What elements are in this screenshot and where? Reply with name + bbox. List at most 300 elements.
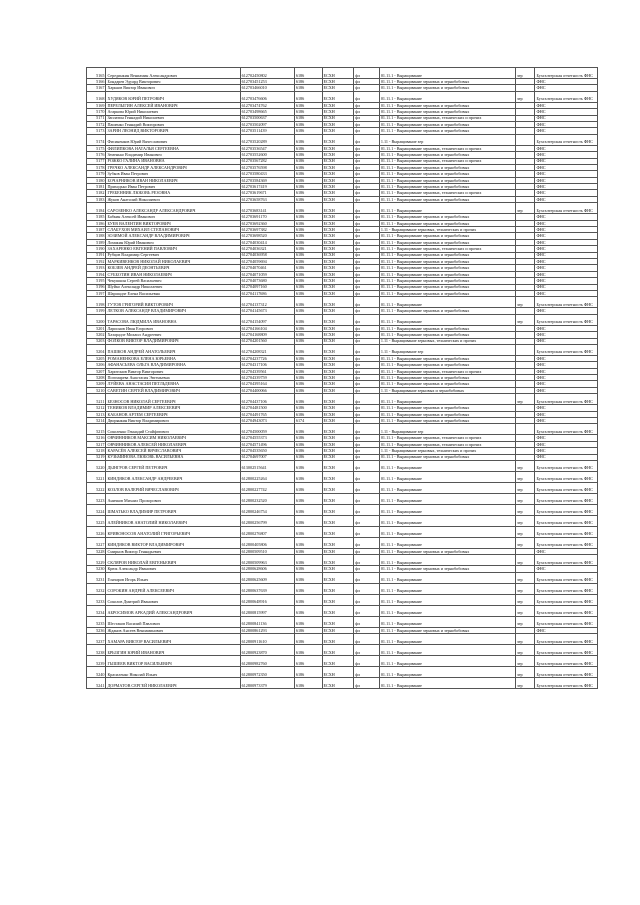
row-number: 5170 <box>87 109 106 115</box>
row-number: 5225 <box>87 515 106 526</box>
code-cell: 6186 <box>294 645 322 656</box>
owner-type-cell: фл <box>354 258 380 264</box>
okved-cell: 01.11.1 - Выращивание зерновых и зернобобовых <box>379 284 515 290</box>
owner-type-cell: фл <box>354 616 380 627</box>
code-cell: 6186 <box>294 278 322 284</box>
table-row <box>87 555 598 566</box>
okved-cell: 1.11 - Выращивание зерновых, технических и прочих <box>379 448 515 454</box>
taxpayer-name: СУББОТИН ИВАН НИКОЛАЕВИЧ <box>106 271 240 277</box>
row-number: 5176 <box>87 152 106 158</box>
row-number: 5239 <box>87 656 106 667</box>
owner-type-cell: фл <box>354 448 380 454</box>
table-row <box>87 344 598 355</box>
source-cell: Бухгалтерская отчетность ФНС <box>535 424 598 435</box>
owner-type-cell: фл <box>354 158 380 164</box>
okved-cell: 01.11.1 - Выращивание <box>379 656 515 667</box>
source-cell: Бухгалтерская отчетность ФНС <box>535 203 598 214</box>
taxpayer-name: КАБАНОВ АРТЕМ СЕРГЕЕВИЧ <box>106 411 240 417</box>
code-cell: 6186 <box>294 332 322 338</box>
tax-regime-cell: ЕСХН <box>322 203 354 214</box>
okved-cell: 01.11.1 - Выращивание зерновых и зернобобовых <box>379 418 515 424</box>
row-number: 5236 <box>87 627 106 633</box>
code-cell: 6186 <box>294 164 322 170</box>
inn-cell: 612704481500 <box>240 405 294 411</box>
row-number: 5166 <box>87 79 106 85</box>
okved-cell: 1.11 - Выращивание зер <box>379 344 515 355</box>
tax-regime-cell: ЕСХН <box>322 572 354 583</box>
owner-type-cell: фл <box>354 583 380 594</box>
taxpayer-name: Шестаков Василий Павлович <box>106 616 240 627</box>
code-cell: 6186 <box>294 227 322 233</box>
taxpayer-name: ТЕНИКОВ ВЛАДИМИР АЛЕКСЕЕВИЧ <box>106 405 240 411</box>
tax-regime-cell: ЕСХН <box>322 109 354 115</box>
source-cell: ФНС <box>535 152 598 158</box>
tax-regime-cell: ЕСХН <box>322 482 354 493</box>
taxpayer-name: Шуйко Александр Николаевич <box>106 284 240 290</box>
owner-type-cell: фл <box>354 297 380 308</box>
tax-regime-cell: ЕСХН <box>322 405 354 411</box>
okved-cell: 01.11.1 - Выращивание зерновых и зернобобовых <box>379 627 515 633</box>
source-cell: ФНС <box>535 258 598 264</box>
inn-cell: 612703576598 <box>240 164 294 170</box>
inn-cell: 612703476606 <box>240 91 294 102</box>
table-row <box>87 526 598 537</box>
table-row <box>87 645 598 656</box>
inn-cell: 612800227742 <box>240 482 294 493</box>
tax-regime-cell: ЕСХН <box>322 471 354 482</box>
source-cell: Бухгалтерская отчетность ФНС <box>535 605 598 616</box>
inn-cell: 612703498665 <box>240 109 294 115</box>
taxpayer-name: Соколов Дмитрий Иванович <box>106 594 240 605</box>
okved-ext-cell: зер <box>516 460 535 471</box>
inn-cell: 612704697007 <box>240 454 294 460</box>
code-cell: 6186 <box>294 233 322 239</box>
source-cell: ФНС <box>535 171 598 177</box>
owner-type-cell: фл <box>354 278 380 284</box>
owner-type-cell: фл <box>354 656 380 667</box>
code-cell: 6186 <box>294 308 322 314</box>
taxpayer-name: КРИВОНОСОВ АНАТОЛИЙ ГРИГОРЬЕВИЧ <box>106 526 240 537</box>
source-cell: ФНС <box>535 362 598 368</box>
taxpayer-name: ДОРМАТОВ СЕРГЕЙ НИКОЛАЕВИЧ <box>106 678 240 689</box>
taxpayer-name: ФИЛИПКОВА НАТАЛЬЯ СЕРГЕЕВНА <box>106 145 240 151</box>
owner-type-cell: фл <box>354 134 380 145</box>
okved-cell: 01.11.1 - Выращивание зерновых и зернобобовых <box>379 102 515 108</box>
code-cell: 6186 <box>294 246 322 252</box>
row-number: 5186 <box>87 220 106 226</box>
code-cell: 6186 <box>294 177 322 183</box>
tax-regime-cell: ЕСХН <box>322 515 354 526</box>
owner-type-cell: фл <box>354 435 380 441</box>
table-row <box>87 91 598 102</box>
owner-type-cell: фл <box>354 493 380 504</box>
source-cell: Бухгалтерская отчетность ФНС <box>535 616 598 627</box>
okved-cell: 01.11.1 - Выращивание зерновых и зернобобовых <box>379 128 515 134</box>
code-cell: 6186 <box>294 121 322 127</box>
source-cell: ФНС <box>535 252 598 258</box>
okved-ext-cell: зер <box>516 68 535 79</box>
tax-regime-cell: ЕСХН <box>322 177 354 183</box>
code-cell: 6186 <box>294 435 322 441</box>
source-cell: ФНС <box>535 102 598 108</box>
inn-cell: 612704208321 <box>240 344 294 355</box>
row-number: 5237 <box>87 634 106 645</box>
tax-regime-cell: ЕСХН <box>322 115 354 121</box>
tax-regime-cell: ЕСХН <box>322 325 354 331</box>
owner-type-cell: фл <box>354 115 380 121</box>
inn-cell: 612703474762 <box>240 102 294 108</box>
tax-regime-cell: ЕСХН <box>322 246 354 252</box>
okved-cell: 01.11.1 - Выращивание <box>379 572 515 583</box>
okved-cell: 01.11.1 - Выращивание зерновых и зернобобовых <box>379 121 515 127</box>
okved-cell: 1.11 - Выращивание зер <box>379 134 515 145</box>
inn-cell: 612704237726 <box>240 355 294 361</box>
inn-cell: 612703520289 <box>240 134 294 145</box>
code-cell: 6186 <box>294 258 322 264</box>
source-cell: ФНС <box>535 405 598 411</box>
tax-regime-cell: ЕСХН <box>322 627 354 633</box>
okved-cell: 1.11 - Выращивание зерновых, технических и прочих <box>379 227 515 233</box>
owner-type-cell: фл <box>354 515 380 526</box>
okved-cell: 01.11.1 - Выращивание <box>379 91 515 102</box>
owner-type-cell: фл <box>354 252 380 258</box>
owner-type-cell: фл <box>354 504 380 515</box>
taxpayer-name: Дворянкин Виктор Владимирович <box>106 418 240 424</box>
row-number: 5229 <box>87 555 106 566</box>
inn-cell: 612800246754 <box>240 504 294 515</box>
code-cell: 6186 <box>294 411 322 417</box>
tax-regime-cell: ЕСХН <box>322 79 354 85</box>
taxpayer-name: БРЫЗГИН ЮРИЙ ИВАНОВИЧ <box>106 645 240 656</box>
code-cell: 6186 <box>294 145 322 151</box>
row-number: 5169 <box>87 102 106 108</box>
okved-cell: 01.11.1 - Выращивание зерновых и зернобобовых <box>379 375 515 381</box>
tax-regime-cell: ЕСХН <box>322 605 354 616</box>
tax-regime-cell: ЕСХН <box>322 271 354 277</box>
okved-cell: 01.11.1 - Выращивание зерновых, технических и прочих <box>379 115 515 121</box>
source-cell: Бухгалтерская отчетность ФНС <box>535 594 598 605</box>
source-cell: ФНС <box>535 115 598 121</box>
tax-regime-cell: ЕСХН <box>322 448 354 454</box>
okved-ext-cell: зер <box>516 493 535 504</box>
okved-cell: 01.11.1 - Выращивание <box>379 645 515 656</box>
taxpayer-name: АФАНАСЬЕВА ОЛЬГА ВЛАДИМИРОВНА <box>106 362 240 368</box>
tax-regime-cell: ЕСХН <box>322 121 354 127</box>
inn-cell: 612704071059 <box>240 271 294 277</box>
table-row <box>87 572 598 583</box>
inn-cell: 612704535650 <box>240 448 294 454</box>
code-cell: 6186 <box>294 394 322 405</box>
row-number: 5173 <box>87 128 106 134</box>
taxpayer-name: Рубцов Владимир Сергеевич <box>106 252 240 258</box>
owner-type-cell: фл <box>354 555 380 566</box>
taxpayer-name: БУЕВ ВАЛЕНТИН ВИКТОРОВИЧ <box>106 220 240 226</box>
owner-type-cell: фл <box>354 290 380 296</box>
inn-cell: 612704137312 <box>240 297 294 308</box>
okved-cell: 01.11.1 - Выращивание зерновых и зернобобовых <box>379 265 515 271</box>
owner-type-cell: фл <box>354 164 380 170</box>
okved-cell: 01.11.1 - Выращивание зерновых, технических и прочих <box>379 145 515 151</box>
inn-cell: 612800509963 <box>240 555 294 566</box>
taxpayer-name: Погомарева Анастасия Эвгеньевна <box>106 375 240 381</box>
owner-type-cell: фл <box>354 667 380 678</box>
table-row <box>87 583 598 594</box>
row-number: 5190 <box>87 246 106 252</box>
code-cell: 6186 <box>294 203 322 214</box>
row-number: 5238 <box>87 645 106 656</box>
row-number: 5179 <box>87 171 106 177</box>
source-cell: ФНС <box>535 164 598 170</box>
tax-regime-cell: ЕСХН <box>322 102 354 108</box>
owner-type-cell: фл <box>354 284 380 290</box>
inn-cell: 612703697382 <box>240 227 294 233</box>
row-number: 5218 <box>87 448 106 454</box>
tax-regime-cell: ЕСХН <box>322 411 354 417</box>
okved-ext-cell: зер <box>516 678 535 689</box>
okved-ext-cell: зер <box>516 297 535 308</box>
code-cell: 6186 <box>294 214 322 220</box>
tax-regime-cell: ЕСХН <box>322 548 354 554</box>
owner-type-cell: фл <box>354 227 380 233</box>
owner-type-cell: фл <box>354 145 380 151</box>
inn-cell: 612800625609 <box>240 572 294 583</box>
source-cell: Бухгалтерская отчетность ФНС <box>535 583 598 594</box>
owner-type-cell: фл <box>354 405 380 411</box>
code-cell: 6186 <box>294 493 322 504</box>
taxpayer-name: БОЧАРНИКОВ ИВАН НИКОЛАЕВИЧ <box>106 177 240 183</box>
row-number: 5174 <box>87 134 106 145</box>
inn-cell: 612704437106 <box>240 394 294 405</box>
inn-cell: 612704166104 <box>240 325 294 331</box>
inn-cell: 612703698520 <box>240 233 294 239</box>
taxpayer-name: КАРАСЁВ АЛЕКСЕЙ ВЯЧЕСЛАВОВИЧ <box>106 448 240 454</box>
owner-type-cell: фл <box>354 308 380 314</box>
table-row <box>87 203 598 214</box>
okved-cell: 01.11.1 - Выращивание зерновых и зернобобовых <box>379 239 515 245</box>
taxpayer-name: Зубков Иван Петрович <box>106 171 240 177</box>
tax-regime-cell: ЕСХН <box>322 239 354 245</box>
inn-cell: 612800841136 <box>240 616 294 627</box>
inn-cell: 612704168809 <box>240 332 294 338</box>
tax-regime-cell: ЕСХН <box>322 145 354 151</box>
inn-cell: 612703466010 <box>240 85 294 91</box>
source-cell: Бухгалтерская отчетность ФНС <box>535 667 598 678</box>
source-cell: ФНС <box>535 177 598 183</box>
row-number: 5217 <box>87 441 106 447</box>
row-number: 5202 <box>87 332 106 338</box>
okved-cell: 01.11.1 - Выращивание зерновых, технических и прочих <box>379 435 515 441</box>
taxpayer-name: Красиленко Николай Ильич <box>106 667 240 678</box>
source-cell: ФНС <box>535 387 598 393</box>
row-number: 5191 <box>87 252 106 258</box>
okved-cell: 01.11.1 - Выращивание <box>379 297 515 308</box>
code-cell: 6186 <box>294 239 322 245</box>
taxpayer-name: Бабкин Алексей Иванович <box>106 214 240 220</box>
code-cell: 6186 <box>294 381 322 387</box>
owner-type-cell: фл <box>354 239 380 245</box>
okved-cell: 01.11.1 - Выращивание зерновых, технических и прочих <box>379 246 515 252</box>
taxpayer-name: Аничков Михаил Прохорович <box>106 493 240 504</box>
code-cell: 6186 <box>294 115 322 121</box>
row-number: 5183 <box>87 196 106 202</box>
okved-cell: 01.11.1 - Выращивание зерновых и зернобобовых <box>379 220 515 226</box>
code-cell: 6186 <box>294 128 322 134</box>
table-row <box>87 482 598 493</box>
tax-regime-cell: ЕСХН <box>322 220 354 226</box>
source-cell: Бухгалтерская отчетность ФНС <box>535 493 598 504</box>
okved-ext-cell <box>516 134 535 145</box>
taxpayer-name: Гончаров Игорь Ильич <box>106 572 240 583</box>
code-cell: 6186 <box>294 355 322 361</box>
row-number: 5219 <box>87 454 106 460</box>
owner-type-cell: фл <box>354 678 380 689</box>
okved-ext-cell: зер <box>516 471 535 482</box>
code-cell: 6186 <box>294 448 322 454</box>
tax-regime-cell: ЕСХН <box>322 504 354 515</box>
row-number: 5196 <box>87 284 106 290</box>
row-number: 5208 <box>87 375 106 381</box>
code-cell: 6186 <box>294 375 322 381</box>
inn-cell: 612800972350 <box>240 667 294 678</box>
row-number: 5168 <box>87 91 106 102</box>
inn-cell: 612704339759 <box>240 375 294 381</box>
owner-type-cell: фл <box>354 594 380 605</box>
okved-cell: 01.11.1 - Выращивание зерновых и зернобобовых <box>379 177 515 183</box>
okved-ext-cell: зер <box>516 616 535 627</box>
inn-cell: 612703692360 <box>240 220 294 226</box>
inn-cell: 612703584369 <box>240 177 294 183</box>
inn-cell: 612704070461 <box>240 265 294 271</box>
taxpayer-name: ШМАТЬКО ВЛАДИМИР ПЕТРОВИЧ <box>106 504 240 515</box>
owner-type-cell: фл <box>354 265 380 271</box>
tax-regime-cell: ЕСХН <box>322 460 354 471</box>
code-cell: 6186 <box>294 634 322 645</box>
taxpayer-name: ЗАХАРЕНКО ЕВГЕНИЙ ПАВЛОВИЧ <box>106 246 240 252</box>
taxpayer-name: КОБЗЕВ АНДРЕЙ ДЕОНТЬЕВИЧ <box>106 265 240 271</box>
taxpayer-name: Ломакин Юрий Иванович <box>106 239 240 245</box>
code-cell: 6186 <box>294 91 322 102</box>
owner-type-cell: фл <box>354 314 380 325</box>
source-cell: ФНС <box>535 128 598 134</box>
inn-cell: 612703502097 <box>240 121 294 127</box>
okved-cell: 01.11.1 - Выращивание <box>379 482 515 493</box>
okved-ext-cell: зер <box>516 203 535 214</box>
taxpayer-name: АЛЕЙНИКОВ АНАТОЛИЙ НИКОЛАЕВИЧ <box>106 515 240 526</box>
inn-cell: 612800509510 <box>240 548 294 554</box>
tax-regime-cell: ЕСХН <box>322 227 354 233</box>
row-number: 5198 <box>87 297 106 308</box>
inn-cell: 612800256799 <box>240 515 294 526</box>
source-cell: Бухгалтерская отчетность ФНС <box>535 515 598 526</box>
source-cell: Бухгалтерская отчетность ФНС <box>535 91 598 102</box>
tax-regime-cell: ЕСХН <box>322 368 354 374</box>
code-cell: 6186 <box>294 158 322 164</box>
source-cell: ФНС <box>535 121 598 127</box>
source-cell: ФНС <box>535 227 598 233</box>
row-number: 5220 <box>87 460 106 471</box>
tax-regime-cell: ЕСХН <box>322 454 354 460</box>
inn-cell: 612704030414 <box>240 239 294 245</box>
okved-cell: 01.11.1 - Выращивание <box>379 471 515 482</box>
code-cell: 6186 <box>294 171 322 177</box>
okved-ext-cell: зер <box>516 504 535 515</box>
okved-cell: 01.11.1 - Выращивание зерновых и зернобобовых <box>379 152 515 158</box>
owner-type-cell: фл <box>354 121 380 127</box>
table-row <box>87 314 598 325</box>
okved-cell: 01.11.1 - Выращивание <box>379 667 515 678</box>
source-cell: ФНС <box>535 435 598 441</box>
source-cell: ФНС <box>535 278 598 284</box>
tax-regime-cell: ЕСХН <box>322 233 354 239</box>
tax-regime-cell: ЕСХН <box>322 171 354 177</box>
inn-cell: 612800232520 <box>240 493 294 504</box>
taxpayer-name: МАРКИВЕНКОВ НИКОЛАЙ НИКОЛАЕВИЧ <box>106 258 240 264</box>
taxpayer-name: КУЗЬМИНОВА ЛЮБОВЬ ВАСИЛЬЕВНА <box>106 454 240 460</box>
code-cell: 6186 <box>294 656 322 667</box>
taxpayer-name: ХУДЯКОВ ЮРИЙ ПЕТРОВИЧ <box>106 91 240 102</box>
okved-cell: 01.11.1 - Выращивание <box>379 537 515 548</box>
table-row <box>87 678 598 689</box>
taxpayer-name: ГРЕЧКО АЛЕКСАНДР АЛЕКСАНДРОВИЧ <box>106 164 240 170</box>
inn-cell: 612704571496 <box>240 441 294 447</box>
code-cell: 6186 <box>294 482 322 493</box>
okved-cell: 1.11 - Выращивание зер <box>379 424 515 435</box>
inn-cell: 612704201560 <box>240 338 294 344</box>
okved-cell: 01.11.1 - Выращивание зерновых и зернобобовых <box>379 278 515 284</box>
row-number: 5204 <box>87 344 106 355</box>
taxpayer-name: КИНДЯКОВ ВИКТОР ВЛАДИМИРОВИЧ <box>106 537 240 548</box>
source-cell: ФНС <box>535 627 598 633</box>
inn-cell: 612703580433 <box>240 171 294 177</box>
inn-cell: 612704097160 <box>240 284 294 290</box>
row-number: 5195 <box>87 278 106 284</box>
owner-type-cell: фл <box>354 526 380 537</box>
okved-ext-cell: зер <box>516 583 535 594</box>
inn-cell: 612800815997 <box>240 605 294 616</box>
okved-cell: 01.11.1 - Выращивание <box>379 555 515 566</box>
source-cell: Бухгалтерская отчетность ФНС <box>535 504 598 515</box>
row-number: 5213 <box>87 411 106 417</box>
tax-regime-cell: ЕСХН <box>322 375 354 381</box>
source-cell: ФНС <box>535 190 598 196</box>
tax-regime-cell: ЕСХН <box>322 265 354 271</box>
inn-cell: 612703619671 <box>240 190 294 196</box>
code-cell: 6186 <box>294 220 322 226</box>
okved-cell: 01.11.1 - Выращивание зерновых и зернобобовых <box>379 271 515 277</box>
code-cell: 6186 <box>294 441 322 447</box>
inn-cell: 612704145673 <box>240 308 294 314</box>
code-cell: 6186 <box>294 79 322 85</box>
row-number: 5233 <box>87 594 106 605</box>
taxpayer-name: ПЕРЕЛЫГИН АЛЕКСЕЙ ИВАНОВИЧ <box>106 102 240 108</box>
okved-cell: 01.11.1 - Выращивание зерновых и зернобобовых <box>379 258 515 264</box>
source-cell: ФНС <box>535 332 598 338</box>
row-number: 5214 <box>87 418 106 424</box>
taxpayer-name: Серединкин Вениамин Александрович <box>106 68 240 79</box>
table-row <box>87 460 598 471</box>
okved-ext-cell <box>516 424 535 435</box>
tax-regime-cell: ЕСХН <box>322 158 354 164</box>
owner-type-cell: фл <box>354 355 380 361</box>
taxpayer-name: Фисиненков Юрий Вячеславович <box>106 134 240 145</box>
table-row <box>87 68 598 79</box>
inn-cell: 612704059694 <box>240 258 294 264</box>
row-number: 5209 <box>87 381 106 387</box>
row-number: 5172 <box>87 121 106 127</box>
registry-table <box>86 67 598 689</box>
inn-cell: 612800405806 <box>240 537 294 548</box>
owner-type-cell: фл <box>354 184 380 190</box>
